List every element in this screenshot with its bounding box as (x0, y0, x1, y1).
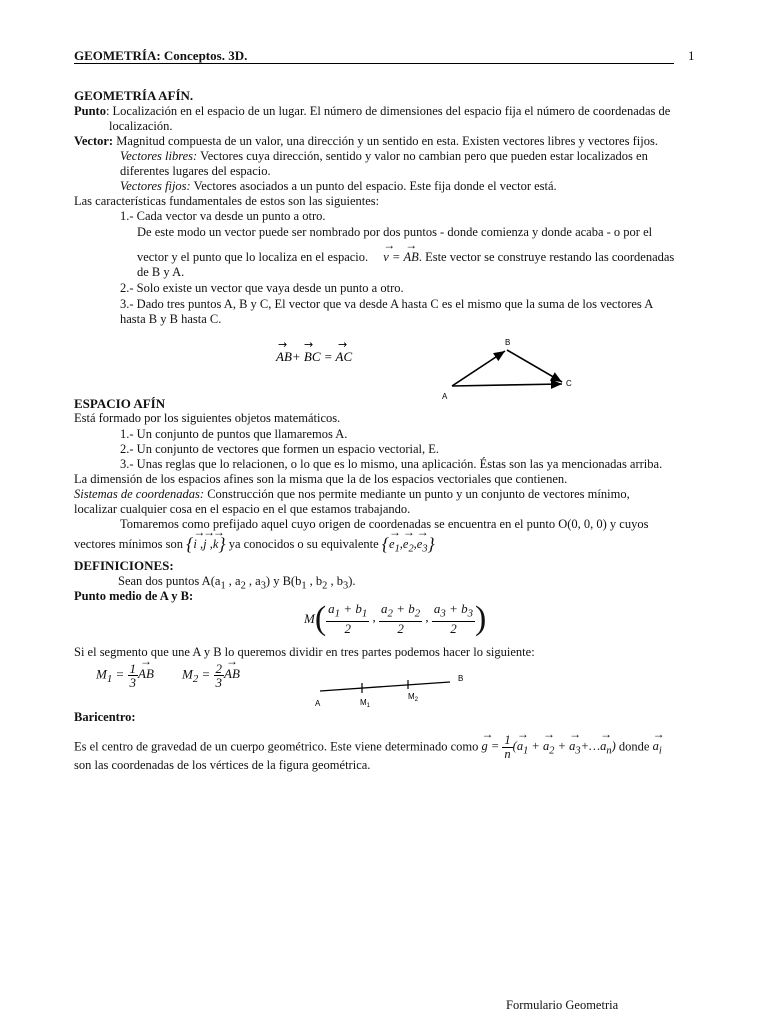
caract-item-1-p1: De este modo un vector puede ser nombrado por dos puntos - donde comienza y donde acaba - o por el (137, 225, 653, 239)
arrow-ab: → (278, 338, 288, 351)
libres-label: Vectores libres: (120, 149, 198, 163)
tomaremos-text-a: vectores mínimos son (74, 537, 184, 551)
fijos-text: Vectores asociados a un punto del espacio. Este fija donde el vector está. (190, 179, 557, 193)
section-title-affine: GEOMETRÍA AFÍN. (74, 88, 194, 103)
espacio-intro: Está formado por los siguientes objetos matemáticos. (74, 411, 341, 425)
fijos-label: Vectores fijos: (120, 179, 191, 193)
caract-item-1-p2a: vector y el punto que lo localiza en el espacio. (137, 250, 369, 264)
vector-ab-line (452, 351, 505, 386)
section-title-definiciones: DEFINICIONES: (74, 558, 174, 573)
vector-sum-equation (274, 338, 364, 368)
brace-open-ijk: { (186, 534, 194, 554)
m2-formula: $M_2$ = $\frac{2}{3}$ → AB (182, 662, 240, 689)
baricentro-text (74, 734, 662, 761)
vector-sum-text: AB+ BC = AC (276, 349, 353, 364)
punto-medio-title: Punto medio de A y B: (74, 589, 194, 603)
vertex-vector: → $a_i$ (653, 739, 662, 753)
sistemas-text-cont: localizar cualquier cosa en el espacio en el que estamos trabajando. (74, 502, 411, 516)
sistemas-definition (74, 487, 630, 502)
tomaremos-text: Tomaremos como prefijado aquel cuyo origen de coordenadas se encuentra en el punto O(0, 0, 0) y cuyos (120, 517, 649, 531)
midpoint-formula: M( $\frac{a_1 + b_1}{2}$ , $\frac{a_2 + b_2}{2}$ , $\frac{a_3 + b_3}{2}$ ) (304, 599, 487, 637)
segment-ab-line (320, 682, 450, 691)
vector-text: Magnitud compuesta de un valor, una dirección y un sentido en esta. Existen vectores libres y vectores fijos. (113, 134, 658, 148)
puntos-ab-definition: Sean dos puntos $A(a_1$ , $a_2$ , $a_3$) y $B(b_1$ , $b_2$ , $b_3$). (118, 574, 356, 592)
sistemas-text: Construcción que nos permite mediante un punto y un conjunto de vectores mínimo, (204, 487, 630, 501)
baricentro-text-cont: son las coordenadas de los vértices de la figura geométrica. (74, 758, 371, 772)
segment-division-diagram (310, 668, 480, 710)
sistemas-label: Sistemas de coordenadas: (74, 487, 205, 501)
basis-ijk: → i ,→ j ,→ k (193, 537, 218, 551)
baricentro-formula: → g = $\frac{1}{n}$ (→ $a_1$ + → $a_2$ + → $a_3+\dots\to a_n$) (481, 739, 615, 753)
tomaremos-text-b: ya conocidos o su equivalente (228, 537, 379, 551)
caract-item-1-p2b: . Este vector se construye restando las coordenadas (418, 250, 675, 264)
caract-item-2: 2.- Solo existe un vector que vaya desde un punto a otro. (120, 281, 404, 295)
segment-label-m2: $M_2$ (408, 692, 419, 703)
basis-e: → $e_1,\to e_2,\to e_3$ (389, 537, 428, 551)
segment-label-b: B (458, 674, 464, 683)
tomaremos-text-cont (74, 534, 435, 557)
segment-label-a: A (315, 699, 321, 708)
division-text: Si el segmento que une A y B lo queremos dividir en tres partes podemos hacer lo siguiente: (74, 645, 535, 659)
libres-text: Vectores cuya dirección, sentido y valor no cambian pero que pueden estar localizados en (197, 149, 648, 163)
espacio-item-1: 1.- Un conjunto de puntos que llamaremos A. (120, 427, 348, 441)
caract-item-1: 1.- Cada vector va desde un punto a otro. (120, 209, 326, 223)
vector-label: Vector: (74, 134, 114, 148)
brace-close-ijk: } (218, 534, 226, 554)
caract-item-3: 3.- Dado tres puntos A, B y C, El vector que va desde A hasta C es el mismo que la suma de los vectores A (120, 297, 654, 311)
brace-open-e: { (381, 534, 389, 554)
header-rule (74, 63, 674, 64)
triangle-label-c: C (566, 379, 572, 388)
baricentro-text-a: Es el centro de gravedad de un cuerpo geométrico. Este viene determinado como (74, 739, 479, 754)
triangle-label-a: A (442, 392, 448, 401)
punto-label: Punto (74, 104, 106, 118)
page-header-title: GEOMETRÍA: Conceptos. 3D. (74, 48, 248, 63)
libres-text-cont: diferentes lugares del espacio. (120, 164, 271, 178)
vector-bc-line (507, 350, 562, 382)
espacio-item-2: 2.- Un conjunto de vectores que formen un espacio vectorial, E. (120, 442, 439, 456)
triangle-label-b: B (505, 338, 511, 347)
fijos-definition (120, 179, 557, 194)
page-number: 1 (688, 48, 695, 63)
brace-close-e: } (427, 534, 435, 554)
m1-formula: $M_1$ = $\frac{1}{3}$ → AB (96, 662, 154, 689)
caracteristicas-intro: Las características fundamentales de estos son las siguientes: (74, 194, 380, 208)
page-footer: Formulario Geometria (506, 998, 619, 1012)
vector-ac-line (452, 384, 562, 386)
arrow-bc: → (304, 338, 314, 351)
espacio-item-3: 3.- Unas reglas que lo relacionen, o lo que es lo mismo, una aplicación. Éstas son las ya mencionadas arriba. (120, 457, 663, 471)
punto-definition (74, 104, 670, 119)
punto-text: : Localización en el espacio de un lugar. El número de dimensiones del espacio fija el número de coordenadas de (105, 104, 671, 118)
caract-item-3-cont: hasta B y B hasta C. (120, 312, 222, 326)
triangle-vector-diagram (438, 334, 588, 404)
arrow-ac: → (338, 338, 348, 351)
libres-definition (120, 149, 648, 164)
baricentro-title: Baricentro: (74, 710, 136, 724)
baricentro-text-b: donde (618, 739, 650, 754)
caract-item-1-p3: de B y A. (137, 265, 185, 279)
segment-label-m1: $M_1$ (360, 698, 371, 709)
section-title-espacio: ESPACIO AFÍN (74, 396, 166, 411)
vector-ab-formula: → v = → AB (383, 250, 419, 264)
punto-text-cont: localización. (109, 119, 173, 133)
puntos-ab-sean: Sean dos puntos A(a (118, 574, 221, 588)
caract-item-1-p2 (137, 250, 674, 265)
vector-definition (74, 134, 658, 149)
espacio-dimension: La dimensión de los espacios afines son la misma que la de los espacios vectoriales que contienen. (74, 472, 568, 486)
